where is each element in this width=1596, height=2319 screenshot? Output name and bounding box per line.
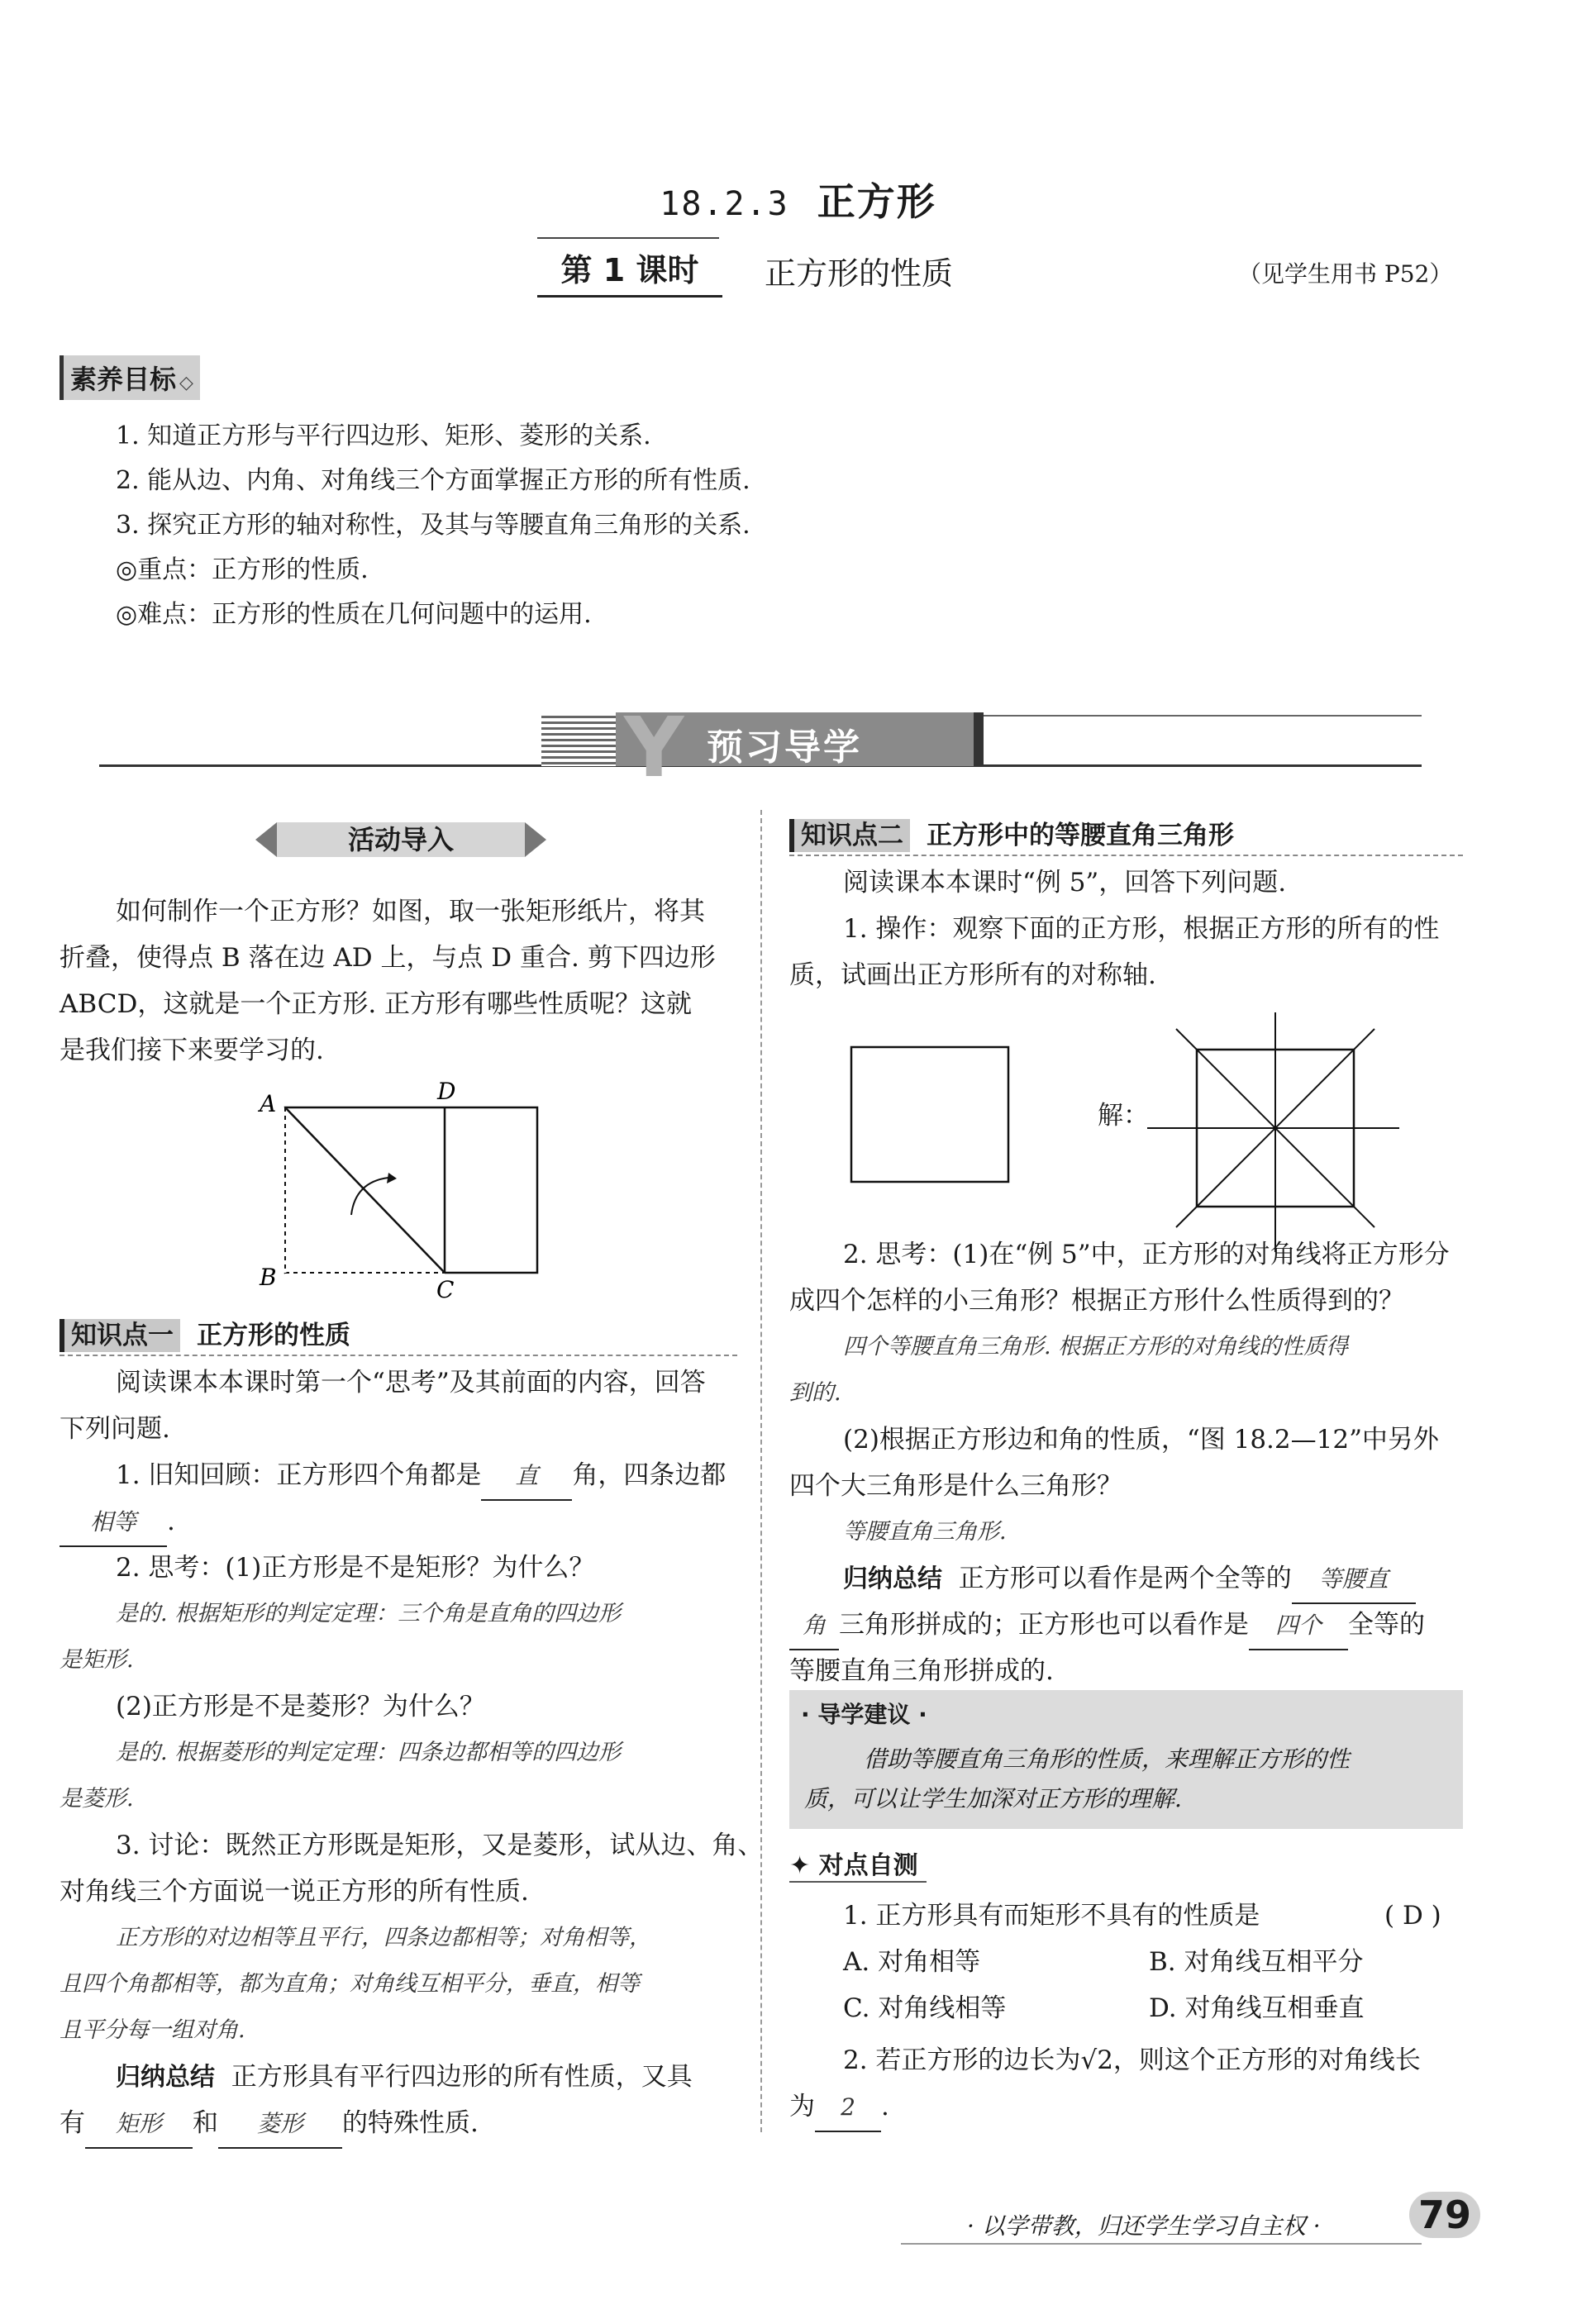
kp2-summary-cont xyxy=(789,1602,1425,1650)
handwritten-answer: 且平分每一组对角. xyxy=(60,2017,245,2043)
kp1-tag: 知识点一 xyxy=(60,1319,180,1352)
handwritten-answer: 等腰直角三角形. xyxy=(843,1519,1007,1545)
answer-blank: 矩形 xyxy=(85,2101,193,2149)
summary-text: 全等的 xyxy=(1348,1610,1425,1640)
handwritten-answer: 四个等腰直角三角形. 根据正方形的对角线的性质得 xyxy=(843,1334,1349,1359)
activity-line: 折叠，使得点 B 落在边 AD 上，与点 D 重合. 剪下四边形 xyxy=(60,943,716,973)
q2-text: 为 xyxy=(789,2092,815,2121)
section-name: 正方形 xyxy=(817,179,936,224)
banner-letter: Y xyxy=(624,699,684,796)
handwritten-answer: 是的. 根据菱形的判定定理：四条边都相等的四边形 xyxy=(116,1740,622,1765)
summary-text: 三角形拼成的；正方形也可以看作是 xyxy=(839,1610,1249,1640)
q2-text: 2. 若正方形的边长为 xyxy=(843,2045,1081,2075)
summary-text: 的特殊性质. xyxy=(342,2108,479,2138)
goal-item: 3. 探究正方形的轴对称性，及其与等腰直角三角形的关系. xyxy=(116,511,750,540)
handwritten-answer: 正方形的对边相等且平行，四条边都相等；对角相等， xyxy=(116,1925,651,1950)
answer-label: 解： xyxy=(1098,1101,1149,1131)
guidance-line: 质，可以让学生加深对正方形的理解. xyxy=(804,1785,1182,1812)
footer-motto: · 以学带教，归还学生学习自主权 · xyxy=(967,2212,1321,2240)
knowledge-point-1 xyxy=(60,1314,737,1356)
self-test-label: 对点自测 xyxy=(818,1851,918,1880)
summary-text: 有 xyxy=(60,2108,85,2138)
summary-text: 正方形具有平行四边形的所有性质，又具 xyxy=(231,2062,693,2092)
guidance-box xyxy=(789,1690,1463,1829)
activity-title: 活动导入 xyxy=(277,822,525,857)
option-a: A. 对角相等 xyxy=(843,1947,981,1977)
square xyxy=(851,1047,1008,1182)
goal-item: 2. 能从边、内角、对角线三个方面掌握正方形的所有性质. xyxy=(116,466,750,495)
handwritten-answer: 且四个角都相等，都为直角；对角线互相平分，垂直，相等 xyxy=(60,1971,640,1997)
plain-square-figure xyxy=(850,1045,1015,1186)
footer-rule xyxy=(901,2243,1422,2245)
knowledge-point-2 xyxy=(789,814,1463,856)
answer-blank: 直 xyxy=(481,1453,572,1501)
answer-blank: 等腰直 xyxy=(1292,1556,1416,1604)
quiz-q1-answer: ( D ) xyxy=(1384,1901,1441,1931)
q1-end: . xyxy=(167,1507,175,1536)
summary-text: 正方形可以看作是两个全等的 xyxy=(958,1564,1292,1593)
q2-text: ，则这个正方形的对角线长 xyxy=(1112,2045,1421,2075)
lesson-label: 第 1 课时 xyxy=(537,245,722,298)
option-b: B. 对角线互相平分 xyxy=(1149,1947,1364,1977)
label-a: A xyxy=(260,1090,277,1117)
goals-tag-label: 素养目标 xyxy=(70,364,177,395)
quiz-q2 xyxy=(843,2037,1421,2083)
kp1-intro-cont: 下列问题. xyxy=(60,1414,170,1444)
rectangle-paper xyxy=(285,1107,537,1273)
banner-stripes xyxy=(541,712,616,766)
kp2-title: 正方形中的等腰直角三角形 xyxy=(927,821,1234,850)
column-separator xyxy=(760,810,762,2132)
kp1-title: 正方形的性质 xyxy=(197,1321,350,1350)
kp2-q2-cont: 成四个怎样的小三角形？根据正方形什么性质得到的？ xyxy=(789,1286,1404,1316)
self-test-title xyxy=(789,1845,927,1883)
book-reference: （见学生用书 P52） xyxy=(1238,260,1453,288)
q1-text-mid: 角，四条边都 xyxy=(572,1460,727,1490)
label-c: C xyxy=(436,1276,455,1303)
symmetry-axes-figure xyxy=(1147,1012,1412,1260)
banner-end-bar xyxy=(974,712,984,766)
kp1-q2b: (2)正方形是不是菱形？为什么？ xyxy=(116,1692,485,1721)
label-d: D xyxy=(437,1078,456,1105)
answer-blank: 2 xyxy=(815,2084,881,2132)
kp1-summary xyxy=(116,2054,693,2101)
kp2-q1: 1. 操作：观察下面的正方形，根据正方形的所有的性 xyxy=(843,914,1440,944)
kp1-q1 xyxy=(116,1452,726,1501)
label-b: B xyxy=(260,1264,277,1291)
kp2-intro: 阅读课本本课时“例 5”，回答下列问题. xyxy=(843,868,1287,898)
preview-banner xyxy=(541,699,984,796)
lesson-top-rule xyxy=(537,237,719,239)
activity-line: 是我们接下来要学习的. xyxy=(60,1036,324,1065)
kp2-q2b-cont: 四个大三角形是什么三角形？ xyxy=(789,1471,1122,1501)
kp2-summary-end: 等腰直角三角形拼成的. xyxy=(789,1656,1054,1686)
banner-text: 预习导学 xyxy=(707,726,862,769)
option-d: D. 对角线互相垂直 xyxy=(1149,1993,1365,2023)
handwritten-answer: 是的. 根据矩形的判定定理：三个角是直角的四边形 xyxy=(116,1601,622,1626)
quiz-q1: 1. 正方形具有而矩形不具有的性质是 xyxy=(843,1901,1260,1931)
summary-label: 归纳总结 xyxy=(843,1564,942,1593)
fold-crease xyxy=(285,1107,445,1273)
kp1-intro: 阅读课本本课时第一个“思考”及其前面的内容，回答 xyxy=(116,1368,706,1398)
arrowhead-icon xyxy=(387,1173,397,1183)
activity-line: ABCD，这就是一个正方形. 正方形有哪些性质呢？这就 xyxy=(60,989,693,1019)
quiz-q2-cont xyxy=(789,2083,889,2132)
page-number: 79 xyxy=(1409,2192,1480,2238)
summary-text: 和 xyxy=(193,2108,218,2138)
kp2-summary xyxy=(843,1555,1416,1604)
diamond-icon: ◇ xyxy=(179,373,193,393)
kp2-q2: 2. 思考：(1)在“例 5”中，正方形的对角线将正方形分 xyxy=(843,1240,1450,1269)
goals-tag xyxy=(60,355,200,400)
guidance-line: 借助等腰直角三角形的性质，来理解正方形的性 xyxy=(864,1745,1351,1773)
answer-blank: 角 xyxy=(789,1602,839,1650)
option-c: C. 对角线相等 xyxy=(843,1993,1007,2023)
kp2-q2b: (2)根据正方形边和角的性质，“图 18.2—12”中另外 xyxy=(843,1425,1439,1455)
guidance-title: · 导学建议 · xyxy=(801,1701,927,1728)
summary-label: 归纳总结 xyxy=(116,2063,215,2092)
kp2-tag: 知识点二 xyxy=(789,819,910,852)
kp2-q1-cont: 质，试画出正方形所有的对称轴. xyxy=(789,960,1156,990)
kp1-q3-cont: 对角线三个方面说一说正方形的所有性质. xyxy=(60,1877,529,1907)
kp1-q2: 2. 思考：(1)正方形是不是矩形？为什么？ xyxy=(116,1553,595,1583)
q1-text: 1. 旧知回顾：正方形四个角都是 xyxy=(116,1460,482,1490)
handwritten-answer: 是菱形. xyxy=(60,1786,134,1812)
lesson-title: 正方形的性质 xyxy=(765,255,954,292)
goal-item: 1. 知道正方形与平行四边形、矩形、菱形的关系. xyxy=(116,421,651,450)
key-point: ◎重点：正方形的性质. xyxy=(116,555,369,584)
star-icon: ✦ xyxy=(789,1851,811,1880)
section-title xyxy=(0,172,1596,226)
sqrt-value: √2 xyxy=(1080,2045,1113,2075)
activity-line: 如何制作一个正方形？如图，取一张矩形纸片，将其 xyxy=(116,897,705,926)
kp1-summary-cont xyxy=(60,2100,479,2149)
answer-blank: 菱形 xyxy=(218,2101,342,2149)
kp1-q3: 3. 讨论：既然正方形既是矩形，又是菱形，试从边、角、 xyxy=(116,1831,764,1860)
folding-figure xyxy=(248,1078,595,1310)
q2-end: . xyxy=(881,2092,889,2121)
handwritten-answer: 是矩形. xyxy=(60,1647,134,1673)
answer-blank: 相等 xyxy=(60,1499,167,1547)
kp1-q1-cont xyxy=(60,1498,175,1547)
answer-blank: 四个 xyxy=(1249,1602,1348,1650)
handwritten-answer: 到的. xyxy=(789,1380,841,1406)
difficult-point: ◎难点：正方形的性质在几何问题中的运用. xyxy=(116,600,592,629)
section-number: 18.2.3 xyxy=(660,185,789,223)
